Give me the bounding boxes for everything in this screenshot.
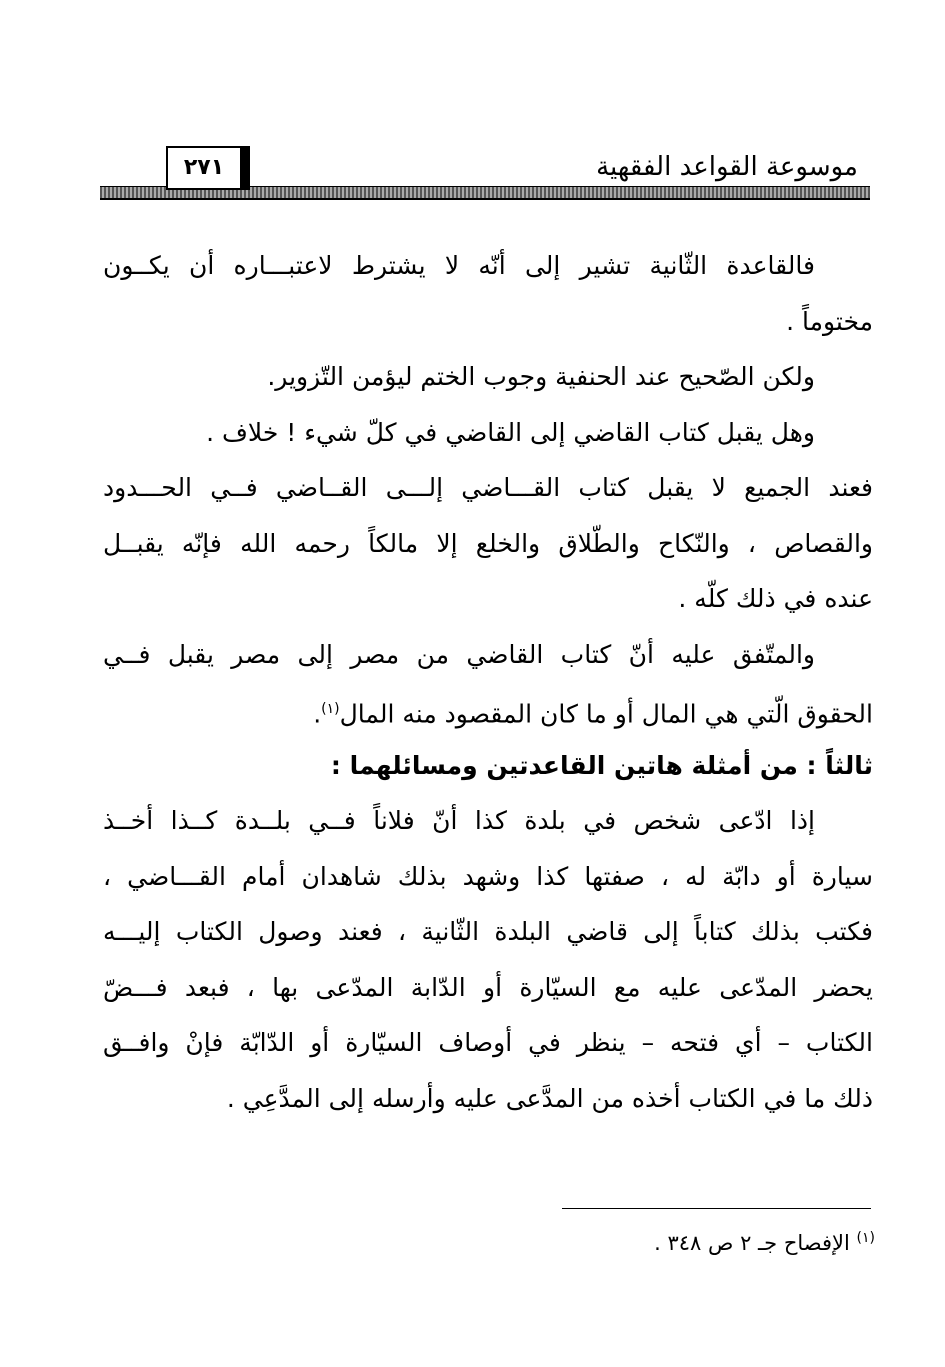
- body-text: [103, 238, 873, 1126]
- sentence-period: .: [313, 699, 322, 729]
- footnote-reference: (١): [321, 701, 340, 717]
- paragraph-line: والمتّفق عليه أنّ كتاب القاضي من مصر إلى مصر يقبل فــي: [103, 639, 815, 669]
- paragraph-line: ولكن الصّحيح عند الحنفية وجوب الختم ليؤمن التّزوير.: [267, 362, 815, 391]
- paragraph-line: [103, 682, 873, 738]
- page-header: [100, 140, 870, 210]
- paragraph-line: إذا ادّعى شخص في بلدة كذا أنّ فلاناً فــي بلــدة كــذا أخــذ: [103, 806, 815, 835]
- paragraph-line: فكتب بذلك كتاباً إلى قاضي البلدة الثّانية ، فعند وصول الكتاب إليـــه: [103, 917, 873, 946]
- footnote-marker: (١): [856, 1230, 875, 1246]
- paragraph-line: مختوماً .: [786, 306, 873, 336]
- footnote: [654, 1230, 875, 1255]
- section-heading: ثالثاً : من أمثلة هاتين القاعدتين ومسائلهما :: [330, 750, 873, 780]
- paragraph-line: والقصاص ، والنّكاح والطّلاق والخلع إلا مالكاً رحمه الله فإنّه يقبــل: [103, 528, 873, 558]
- paragraph-line: عنده في ذلك كلّه .: [678, 584, 873, 613]
- footnote-text: الإفصاح جـ ٢ ص ٣٤٨ .: [654, 1231, 850, 1255]
- paragraph-line: فالقاعدة الثّانية تشير إلى أنّه لا يشترط لاعتبـــاره أن يكــون: [103, 251, 815, 280]
- paragraph-line-text: الحقوق الّتي هي المال أو ما كان المقصود منه المال: [339, 699, 873, 729]
- paragraph-line: سيارة أو دابّة له ، صفتها كذا وشهد بذلك شاهدان أمام القـــاضي ،: [103, 861, 873, 891]
- page-number: ٢٧١: [166, 146, 250, 190]
- paragraph-line: ذلك ما في الكتاب أخذه من المدَّعى عليه وأرسله إلى المدَّعِي .: [226, 1083, 873, 1113]
- paragraph-line: وهل يقبل كتاب القاضي إلى القاضي في كلّ شيء ! خلاف .: [206, 417, 815, 447]
- paragraph-line: يحضر المدّعى عليه مع السيّارة أو الدّابة المدّعى بها ، فبعد فـــضّ: [103, 972, 873, 1002]
- footnote-divider: [562, 1208, 871, 1209]
- book-title: موسوعة القواعد الفقهية: [596, 152, 858, 182]
- paragraph-line: فعند الجميع لا يقبل كتاب القـــاضي إلـــى القــاضي فــي الحـــدود: [103, 473, 873, 502]
- paragraph-line: الكتاب – أي فتحه – ينظر في أوصاف السيّارة أو الدّابّة فإنْ وافــق: [103, 1028, 873, 1057]
